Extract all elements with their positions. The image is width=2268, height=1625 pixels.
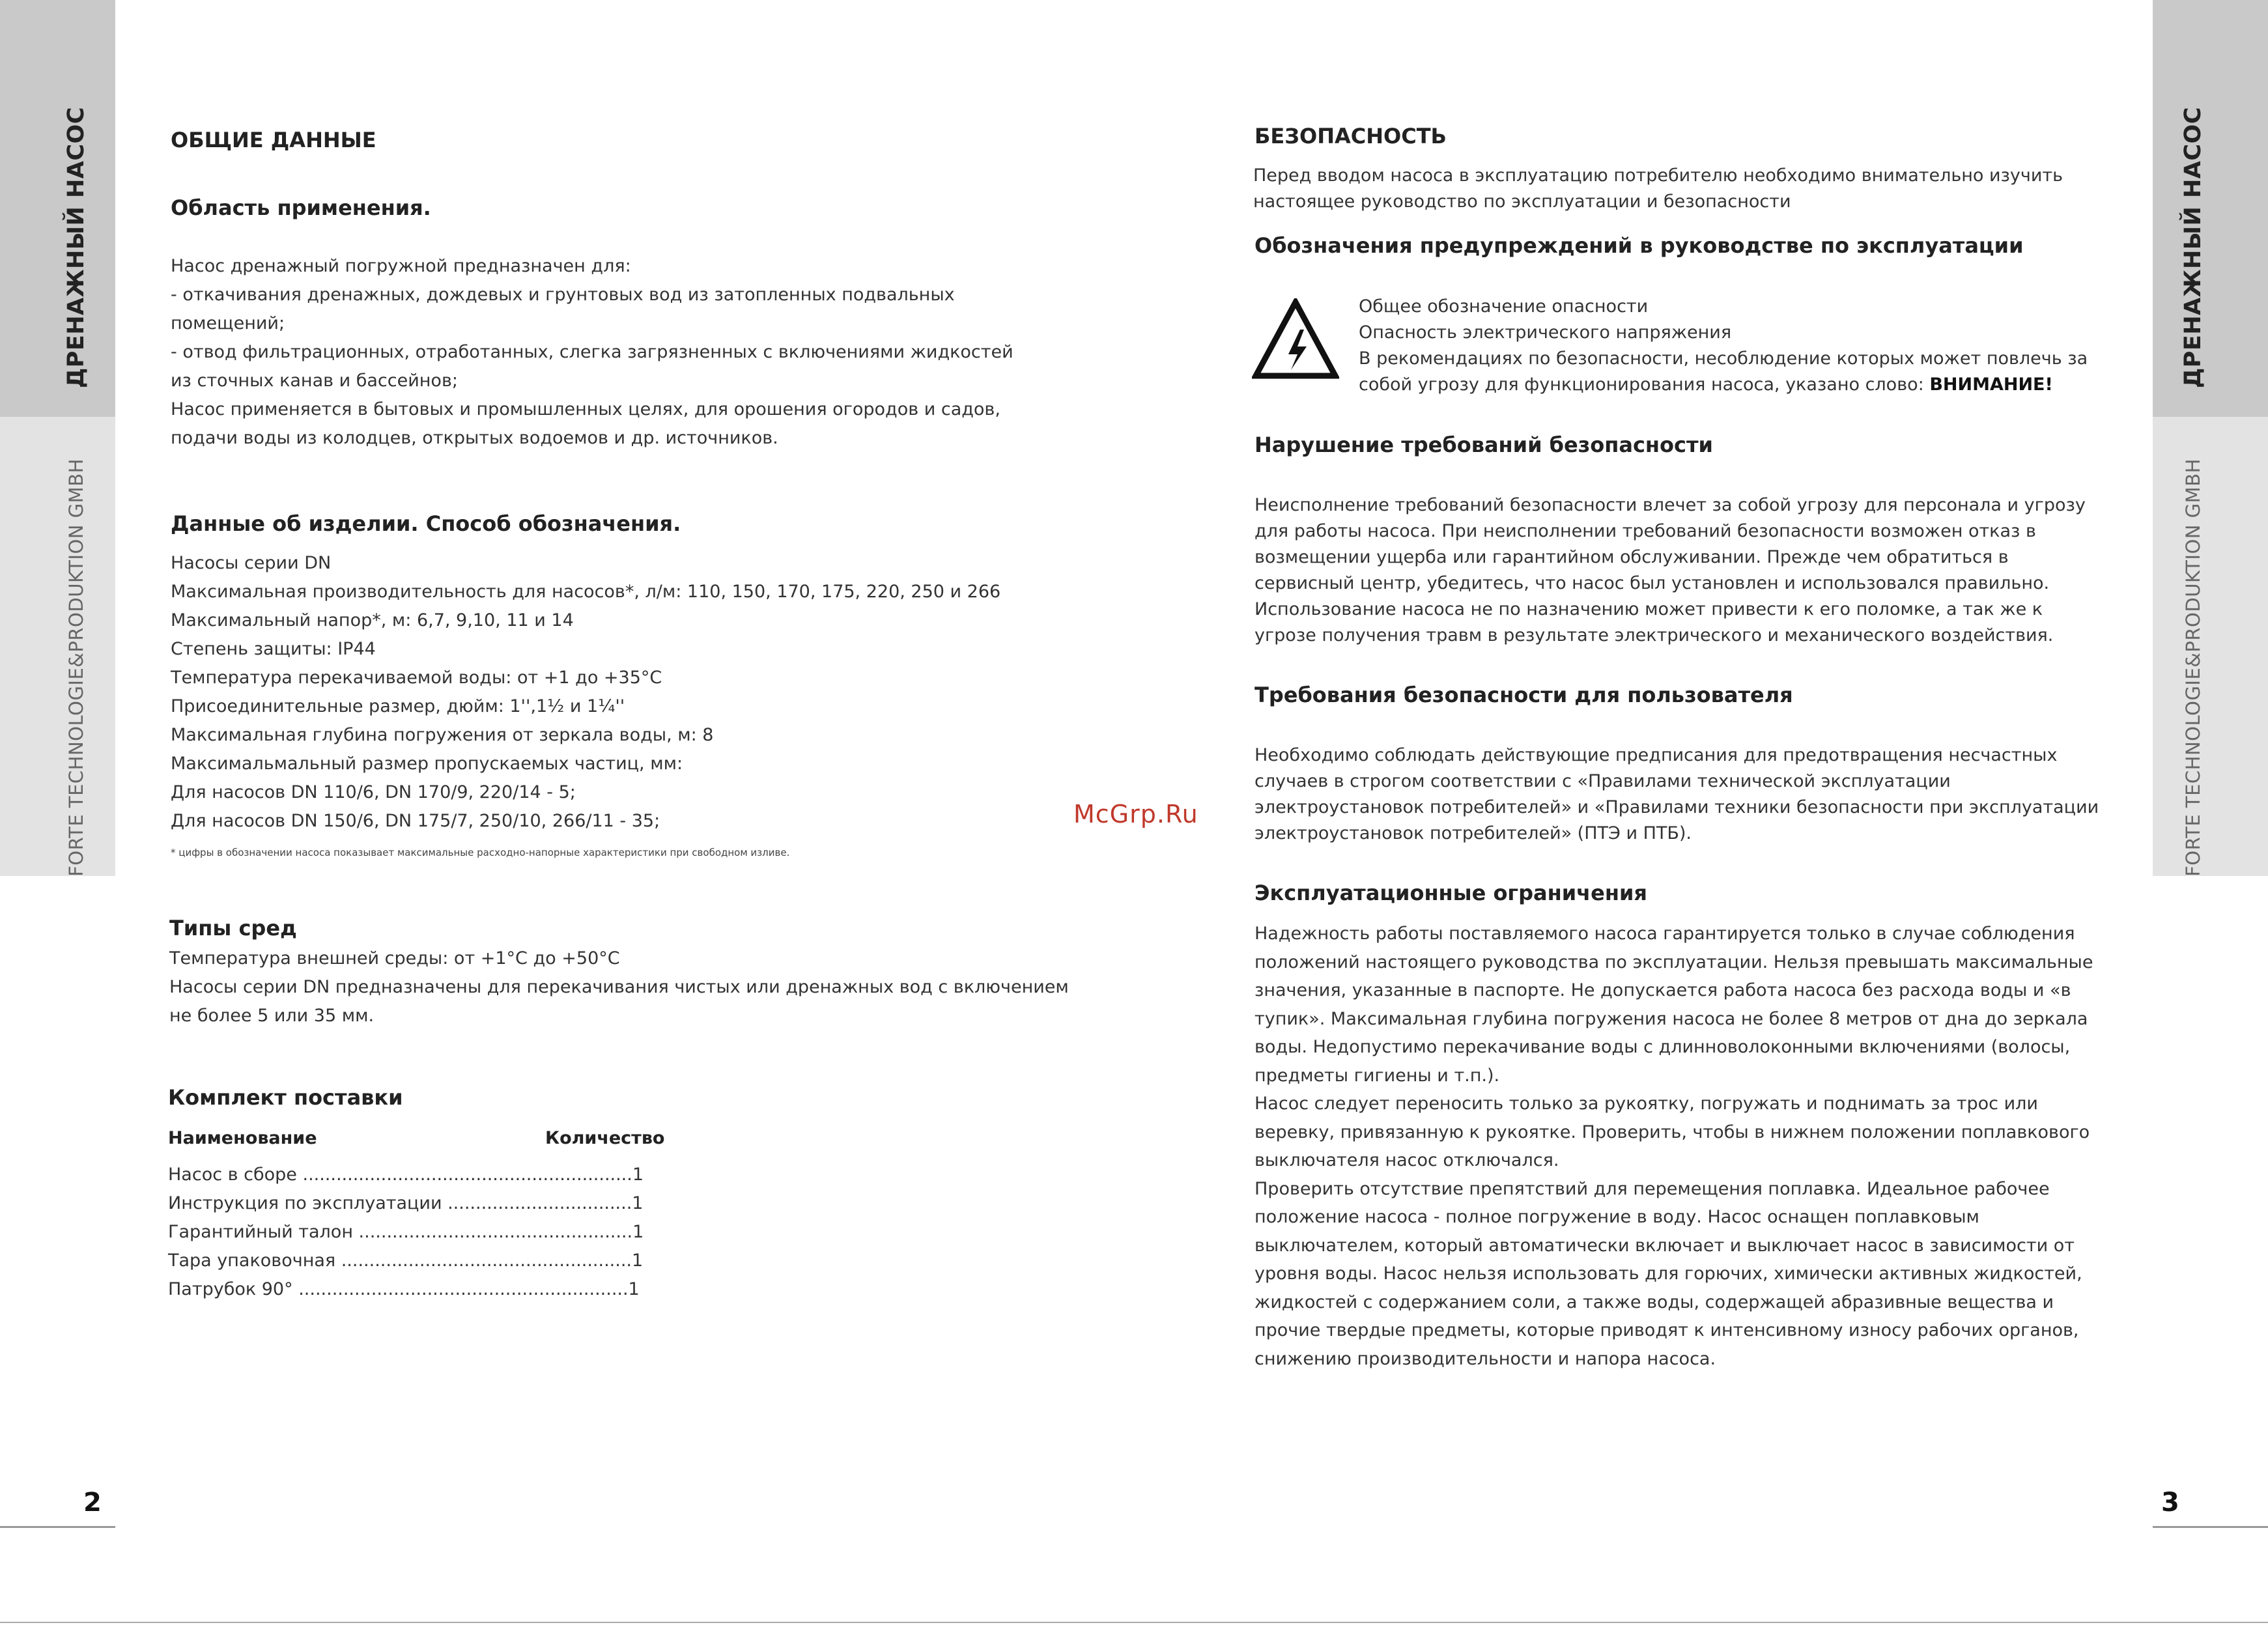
application-line: Насос дренажный погружной предназначен для: [171, 256, 631, 276]
warnings-text [1359, 294, 2088, 398]
product-data-line: Для насосов DN 110/6, DN 170/9, 220/14 - 5; [171, 782, 576, 802]
product-data-line: Максимальная глубина погружения от зеркала воды, м: 8 [171, 725, 714, 745]
warnings-line-last [1359, 372, 2088, 398]
operating-limits-line: положение насоса - полное погружение в воду. Насос оснащен поплавковым [1254, 1207, 1979, 1227]
kit-row: Гарантийный талон .................................................1 [168, 1222, 644, 1242]
safety-intro [1253, 163, 2063, 215]
violation-line: Неисполнение требований безопасности влечет за собой угрозу для персонала и угрозу [1254, 495, 2086, 515]
application-line: - отвод фильтрационных, отработанных, слегка загрязненных с включениями жидкостей [171, 342, 1014, 362]
kit-row: Инструкция по эксплуатации .................................1 [168, 1193, 644, 1213]
operating-limits-line: положений настоящего руководства по эксплуатации. Нельзя превышать максимальные [1254, 952, 2093, 972]
application-line: из сточных канав и бассейнов; [171, 371, 458, 391]
operating-limits-line: Насос следует переносить только за рукоятку, погружать и поднимать за трос или [1254, 1094, 2038, 1114]
warnings-title: Обозначения предупреждений в руководстве по эксплуатации [1254, 233, 2024, 258]
warning-emphasis: ВНИМАНИЕ! [1929, 374, 2053, 395]
right-sidebar-title: ДРЕНАЖНЫЙ НАСОС [2180, 107, 2206, 388]
application-line: - откачивания дренажных, дождевых и грунтовых вод из затопленных подвальных [171, 285, 955, 305]
operating-limits-line: выключателем, который автоматически включает и выключает насос в зависимости от [1254, 1235, 2075, 1256]
user-requirements-line: Необходимо соблюдать действующие предписания для предотвращения несчастных [1254, 745, 2058, 765]
media-text [169, 944, 1069, 1030]
warnings-last-text: собой угрозу для функционирования насоса, указано слово: [1359, 374, 1924, 395]
right-sidebar-company-band [2153, 417, 2268, 876]
product-data-line: Степень защиты: IP44 [171, 639, 376, 659]
user-requirements-text [1254, 742, 2099, 847]
general-data-heading: ОБЩИЕ ДАННЫЕ [171, 128, 376, 152]
safety-heading: БЕЗОПАСНОСТЬ [1254, 124, 1447, 148]
media-title: Типы сред [169, 916, 297, 940]
page-bottom-line [0, 1622, 2268, 1623]
left-sidebar-company: FORTE TECHNOLOGIE&PRODUKTION GMBH [65, 459, 87, 877]
kit-title: Комплект поставки [168, 1085, 403, 1110]
application-line: подачи воды из колодцев, открытых водоемов и др. источников. [171, 428, 778, 448]
page-number-right-rule [2153, 1526, 2268, 1528]
operating-limits-line: Надежность работы поставляемого насоса гарантируется только в случае соблюдения [1254, 924, 2075, 944]
operating-limits-line: прочие твердые предметы, которые приводят к интенсивному износу рабочих органов, [1254, 1320, 2079, 1340]
warnings-line: Опасность электрического напряжения [1359, 322, 1732, 343]
user-requirements-title: Требования безопасности для пользователя [1254, 683, 1793, 707]
operating-limits-line: выключателя насос отключался. [1254, 1150, 1559, 1170]
media-line: Температура внешней среды: от +1°С до +50°С [169, 948, 620, 968]
operating-limits-line: веревку, привязанную к рукоятке. Проверить, чтобы в нижнем положении поплавкового [1254, 1122, 2090, 1142]
page-number-left: 2 [83, 1488, 102, 1518]
operating-limits-title: Эксплуатационные ограничения [1254, 881, 1647, 905]
right-sidebar-title-band [2153, 0, 2268, 417]
product-data-text [171, 549, 1000, 836]
user-requirements-line: случаев в строгом соответствии с «Правилами технической эксплуатации [1254, 771, 1951, 791]
kit-row: Патрубок 90° ...........................................................1 [168, 1279, 640, 1299]
application-line: помещений; [171, 313, 285, 333]
user-requirements-line: электроустановок потребителей» и «Правилами техники безопасности при эксплуатации [1254, 797, 2099, 817]
right-sidebar-company: FORTE TECHNOLOGIE&PRODUKTION GMBH [2182, 459, 2204, 877]
kit-list [168, 1161, 644, 1304]
warnings-line: В рекомендациях по безопасности, несоблюдение которых может повлечь за [1359, 348, 2088, 369]
application-text [171, 252, 1014, 453]
watermark: McGrp.Ru [1073, 800, 1198, 828]
warnings-line: Общее обозначение опасности [1359, 296, 1649, 317]
violation-line: для работы насоса. При неисполнении требований безопасности возможен отказ в [1254, 521, 2036, 541]
safety-intro-line: настоящее руководство по эксплуатации и безопасности [1253, 191, 1791, 212]
product-data-line: Максимальмальный размер пропускаемых частиц, мм: [171, 754, 683, 774]
user-requirements-line: электроустановок потребителей» (ПТЭ и ПТБ). [1254, 823, 1692, 843]
left-sidebar-title-band [0, 0, 115, 417]
violation-text [1254, 492, 2086, 649]
violation-line: возмещении ущерба или гарантийном обслуживании. Прежде чем обратиться в [1254, 547, 2009, 567]
violation-line: сервисный центр, убедитесь, что насос был установлен и использовался правильно. [1254, 573, 2050, 593]
operating-limits-line: воды. Недопустимо перекачивание воды с длинноволоконными включениями (волосы, [1254, 1037, 2071, 1057]
page-number-right: 3 [2161, 1488, 2179, 1518]
product-data-title: Данные об изделии. Способ обозначения. [171, 511, 681, 536]
high-voltage-warning-icon [1252, 298, 1339, 380]
operating-limits-line: снижению производительности и напора насоса. [1254, 1348, 1716, 1369]
operating-limits-line: уровня воды. Насос нельзя использовать для горючих, химически активных жидкостей, [1254, 1264, 2082, 1284]
operating-limits-line: тупик». Максимальная глубина погружения насоса не более 8 метров от дна до зеркала [1254, 1008, 2088, 1029]
left-sidebar-company-band [0, 417, 115, 876]
product-data-line: Температура перекачиваемой воды: от +1 до +35°С [171, 668, 662, 688]
safety-intro-line: Перед вводом насоса в эксплуатацию потребителю необходимо внимательно изучить [1253, 165, 2063, 186]
product-data-line: Максимальный напор*, м: 6,7, 9,10, 11 и 14 [171, 610, 574, 630]
violation-line: угрозе получения травм в результате электрического и механического воздействия. [1254, 625, 2054, 645]
violation-title: Нарушение требований безопасности [1254, 432, 1713, 457]
kit-row: Насос в сборе ...........................................................1 [168, 1165, 644, 1185]
product-data-line: Для насосов DN 150/6, DN 175/7, 250/10, 266/11 - 35; [171, 811, 660, 831]
application-title: Область применения. [171, 195, 431, 220]
media-line: Насосы серии DN предназначены для перекачивания чистых или дренажных вод с включением [169, 977, 1069, 997]
violation-line: Использование насоса не по назначению может привести к его поломке, а так же к [1254, 599, 2043, 619]
kit-row: Тара упаковочная ....................................................1 [168, 1251, 644, 1271]
kit-column-quantity: Количество [545, 1128, 665, 1148]
operating-limits-line: Проверить отсутствие препятствий для перемещения поплавка. Идеальное рабочее [1254, 1178, 2050, 1199]
operating-limits-line: значения, указанные в паспорте. Не допускается работа насоса без расхода воды и «в [1254, 980, 2071, 1000]
page-number-left-rule [0, 1526, 115, 1528]
media-line: не более 5 или 35 мм. [169, 1006, 375, 1026]
kit-column-name: Наименование [168, 1128, 317, 1148]
left-sidebar-title: ДРЕНАЖНЫЙ НАСОС [63, 107, 89, 388]
product-data-line: Насосы серии DN [171, 553, 332, 573]
product-footnote: * цифры в обозначении насоса показывает максимальные расходно-напорные характеристики при свободном изливе. [171, 847, 790, 858]
operating-limits-text [1254, 920, 2093, 1373]
product-data-line: Присоединительные размер, дюйм: 1'',1½ и 1¼'' [171, 696, 625, 716]
operating-limits-line: предметы гигиены и т.п.). [1254, 1065, 1500, 1086]
application-line: Насос применяется в бытовых и промышленных целях, для орошения огородов и садов, [171, 399, 1000, 419]
product-data-line: Максимальная производительность для насосов*, л/м: 110, 150, 170, 175, 220, 250 и 266 [171, 582, 1001, 602]
operating-limits-line: жидкостей с содержанием соли, а также воды, содержащей абразивные вещества и [1254, 1292, 2054, 1312]
